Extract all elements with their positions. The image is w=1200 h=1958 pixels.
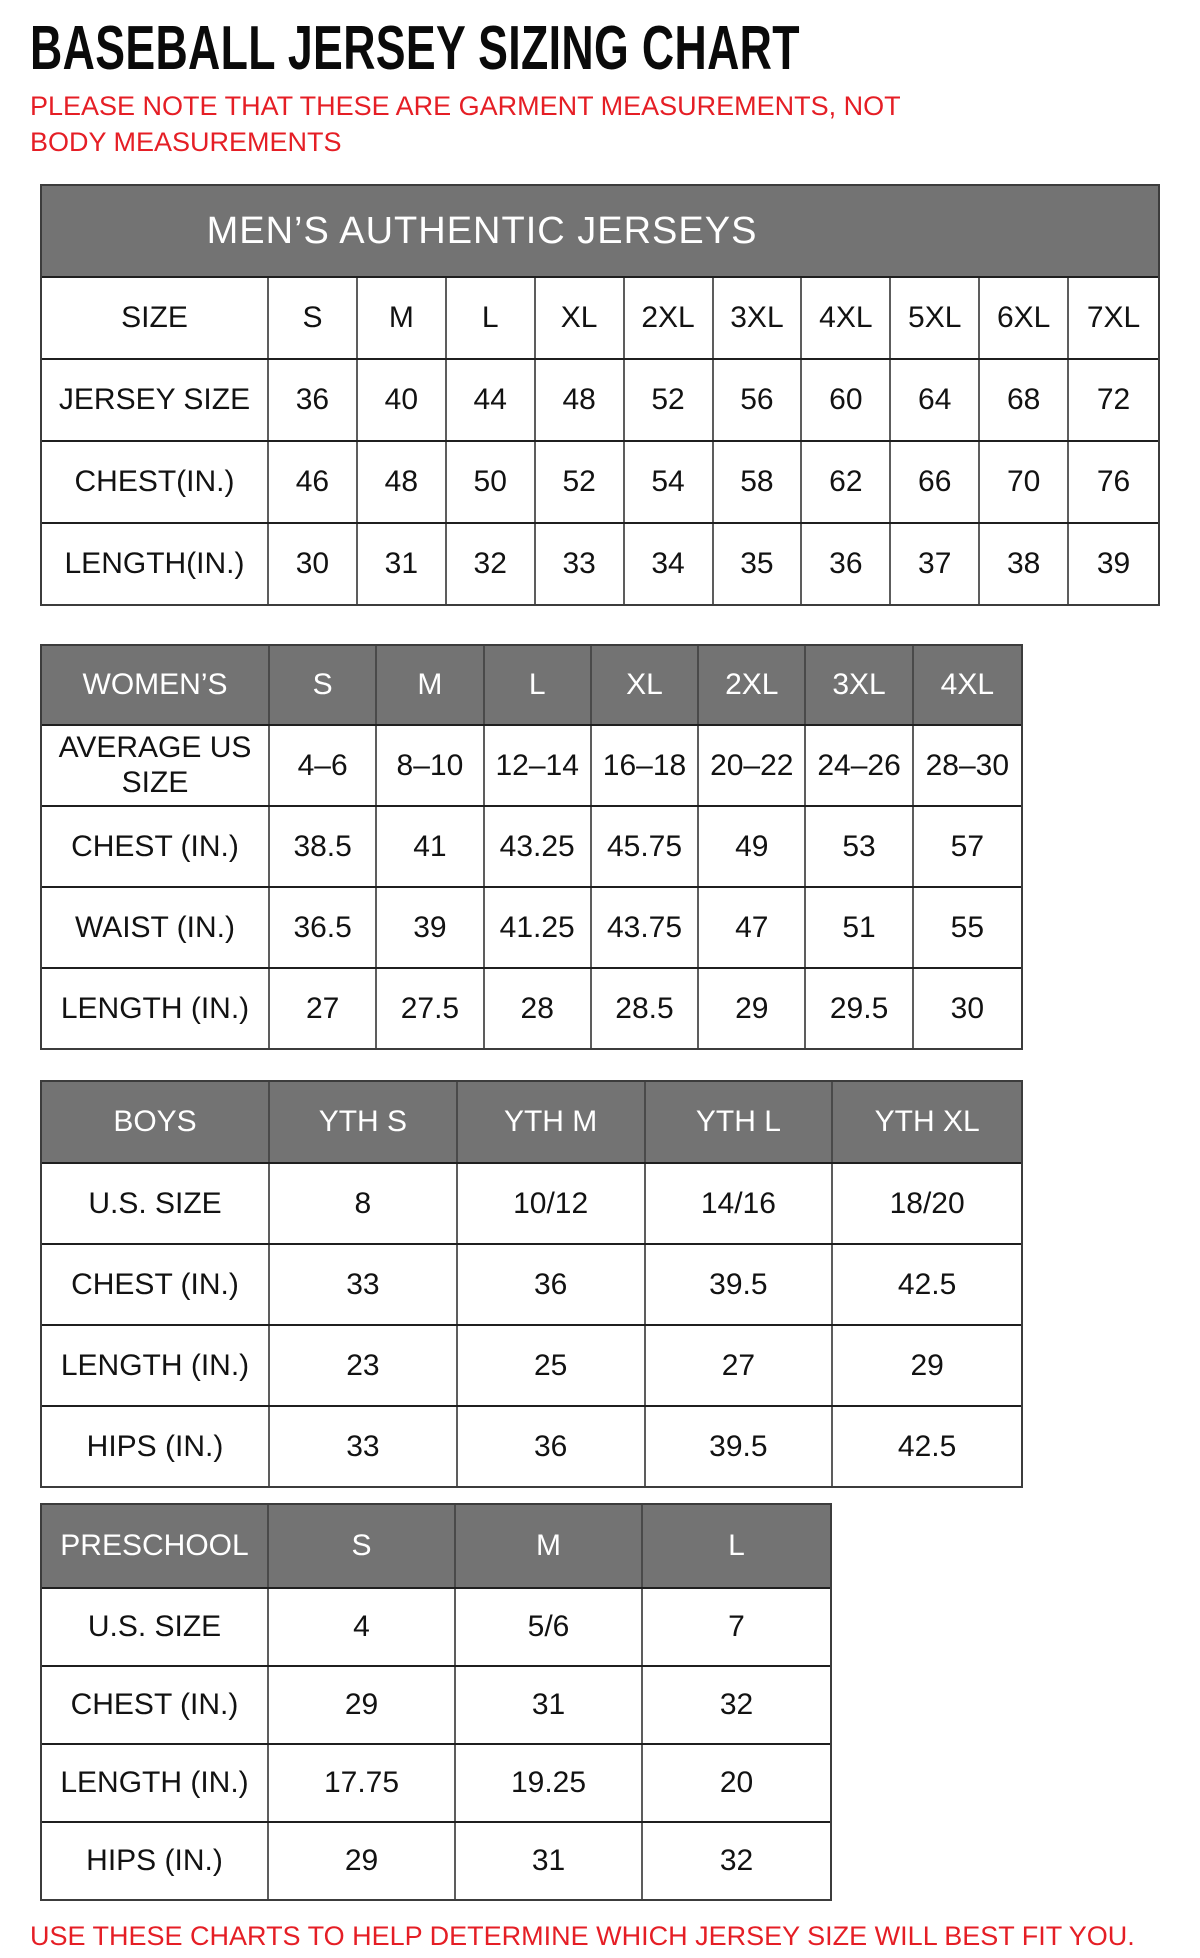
preschool-value-cell: 31: [456, 1823, 643, 1899]
mens-value-cell: 64: [891, 360, 980, 440]
boys-value-cell: 36: [458, 1245, 646, 1324]
boys-value-cell: 36: [458, 1407, 646, 1486]
boys-table-row: [42, 1405, 1021, 1486]
mens-value-cell: 58: [714, 442, 803, 522]
footer-note: USE THESE CHARTS TO HELP DETERMINE WHICH JERSEY SIZE WILL BEST FIT YOU.: [30, 1921, 1135, 1952]
womens-value-cell: 8–10: [377, 726, 484, 805]
boys-value-cell: 33: [270, 1245, 458, 1324]
boys-value-cell: 42.5: [897, 1429, 957, 1463]
garment-measurements-note: PLEASE NOTE THAT THESE ARE GARMENT MEASUREMENTS, NOT BODY MEASUREMENTS: [30, 91, 901, 157]
preschool-header-label: PRESCHOOL: [42, 1505, 269, 1587]
boys-value-cell: 29: [910, 1348, 944, 1382]
womens-value-cell: 28: [485, 969, 592, 1048]
preschool-column-header: M: [456, 1505, 643, 1587]
preschool-table-row: [42, 1665, 830, 1743]
womens-column-header: XL: [592, 646, 699, 724]
womens-value-cell: 12–14: [485, 726, 592, 805]
preschool-table-row: [42, 1821, 830, 1899]
preschool-value-cell: 20: [719, 1766, 754, 1800]
mens-value-cell: 39: [1096, 547, 1131, 581]
womens-value-cell: 16–18: [592, 726, 699, 805]
boys-row-label: CHEST (IN.): [42, 1245, 270, 1324]
mens-value-cell: 50: [447, 442, 536, 522]
boys-row-label: LENGTH (IN.): [42, 1326, 270, 1405]
mens-banner: MEN’S AUTHENTIC JERSEYS: [42, 186, 1158, 276]
mens-value-cell: 6XL: [980, 278, 1069, 358]
womens-value-cell: 24–26: [806, 726, 913, 805]
preschool-value-cell: 17.75: [269, 1745, 456, 1821]
preschool-value-cell: 32: [719, 1688, 754, 1722]
mens-value-cell: 60: [802, 360, 891, 440]
womens-column-header: 4XL: [914, 646, 1021, 724]
womens-table-row: [42, 886, 1021, 967]
page-title: BASEBALL JERSEY SIZING CHART: [30, 14, 800, 83]
womens-value-cell: 51: [806, 888, 913, 967]
mens-row-label: CHEST(IN.): [42, 442, 269, 522]
boys-row-label: HIPS (IN.): [42, 1407, 270, 1486]
boys-value-cell: 14/16: [646, 1164, 834, 1243]
mens-value-cell: S: [269, 278, 358, 358]
mens-value-cell: 68: [980, 360, 1069, 440]
mens-value-cell: 56: [714, 360, 803, 440]
preschool-value-cell: 5/6: [456, 1589, 643, 1665]
womens-value-cell: 28–30: [925, 748, 1010, 782]
preschool-value-cell: 19.25: [456, 1745, 643, 1821]
mens-value-cell: 48: [536, 360, 625, 440]
womens-value-cell: 36.5: [270, 888, 377, 967]
mens-row-label: LENGTH(IN.): [42, 524, 269, 604]
womens-header-row: [42, 646, 1021, 724]
mens-value-cell: 32: [447, 524, 536, 604]
boys-column-header: YTH L: [646, 1082, 834, 1162]
mens-row-label: SIZE: [42, 278, 269, 358]
womens-value-cell: 28.5: [592, 969, 699, 1048]
preschool-header-row: [42, 1505, 830, 1587]
preschool-value-cell: 32: [719, 1844, 754, 1878]
mens-value-cell: 4XL: [802, 278, 891, 358]
womens-value-cell: 53: [806, 807, 913, 886]
boys-value-cell: 25: [458, 1326, 646, 1405]
mens-value-cell: 36: [802, 524, 891, 604]
mens-value-cell: 40: [358, 360, 447, 440]
sizing-tables-container: [0, 184, 1200, 1901]
mens-table-row: [42, 358, 1158, 440]
mens-value-cell: 52: [536, 442, 625, 522]
mens-table-row: [42, 276, 1158, 358]
womens-value-cell: 38.5: [270, 807, 377, 886]
womens-sizing-table: [40, 644, 1023, 1050]
boys-sizing-table: [40, 1080, 1023, 1488]
mens-table-row: [42, 522, 1158, 604]
preschool-row-label: HIPS (IN.): [42, 1823, 269, 1899]
boys-header-label: BOYS: [42, 1082, 270, 1162]
womens-value-cell: 20–22: [699, 726, 806, 805]
preschool-table-row: [42, 1743, 830, 1821]
womens-value-cell: 55: [950, 910, 985, 944]
mens-value-cell: 5XL: [891, 278, 980, 358]
mens-value-cell: 35: [714, 524, 803, 604]
preschool-value-cell: 31: [456, 1667, 643, 1743]
womens-column-header: S: [270, 646, 377, 724]
boys-value-cell: 8: [270, 1164, 458, 1243]
womens-table-row: [42, 967, 1021, 1048]
mens-value-cell: 52: [625, 360, 714, 440]
womens-column-header: 2XL: [699, 646, 806, 724]
womens-value-cell: 27: [270, 969, 377, 1048]
womens-value-cell: 57: [950, 829, 985, 863]
womens-row-label: CHEST (IN.): [42, 807, 270, 886]
womens-column-header: L: [485, 646, 592, 724]
mens-value-cell: 72: [1096, 383, 1131, 417]
womens-value-cell: 43.25: [485, 807, 592, 886]
mens-value-cell: L: [447, 278, 536, 358]
womens-column-header: 3XL: [806, 646, 913, 724]
mens-value-cell: 36: [269, 360, 358, 440]
womens-value-cell: 41.25: [485, 888, 592, 967]
mens-value-cell: 62: [802, 442, 891, 522]
mens-value-cell: 46: [269, 442, 358, 522]
mens-value-cell: 48: [358, 442, 447, 522]
preschool-value-cell: 29: [269, 1823, 456, 1899]
preschool-value-cell: 7: [728, 1610, 745, 1644]
mens-table-row: [42, 440, 1158, 522]
womens-value-cell: 47: [699, 888, 806, 967]
boys-table-row: [42, 1324, 1021, 1405]
mens-value-cell: 70: [980, 442, 1069, 522]
womens-table-row: [42, 805, 1021, 886]
mens-value-cell: M: [358, 278, 447, 358]
womens-row-label: AVERAGE US SIZE: [42, 726, 270, 805]
womens-value-cell: 39: [377, 888, 484, 967]
boys-column-header: YTH M: [458, 1082, 646, 1162]
womens-value-cell: 41: [377, 807, 484, 886]
preschool-value-cell: 29: [269, 1667, 456, 1743]
womens-value-cell: 29.5: [806, 969, 913, 1048]
womens-value-cell: 30: [950, 991, 985, 1025]
mens-value-cell: 33: [536, 524, 625, 604]
preschool-column-header: S: [269, 1505, 456, 1587]
womens-row-label: LENGTH (IN.): [42, 969, 270, 1048]
boys-value-cell: 23: [270, 1326, 458, 1405]
mens-value-cell: 30: [269, 524, 358, 604]
womens-column-header: M: [377, 646, 484, 724]
mens-sizing-table: [40, 184, 1160, 606]
preschool-sizing-table: [40, 1503, 832, 1901]
mens-value-cell: 66: [891, 442, 980, 522]
mens-value-cell: 54: [625, 442, 714, 522]
womens-value-cell: 49: [699, 807, 806, 886]
mens-value-cell: 34: [625, 524, 714, 604]
boys-value-cell: 39.5: [646, 1245, 834, 1324]
boys-column-header: YTH S: [270, 1082, 458, 1162]
preschool-row-label: U.S. SIZE: [42, 1589, 269, 1665]
mens-value-cell: XL: [536, 278, 625, 358]
womens-row-label: WAIST (IN.): [42, 888, 270, 967]
preschool-row-label: CHEST (IN.): [42, 1667, 269, 1743]
womens-value-cell: 27.5: [377, 969, 484, 1048]
mens-value-cell: 2XL: [625, 278, 714, 358]
womens-value-cell: 29: [699, 969, 806, 1048]
mens-value-cell: 31: [358, 524, 447, 604]
mens-value-cell: 44: [447, 360, 536, 440]
boys-value-cell: 10/12: [458, 1164, 646, 1243]
womens-table-row: [42, 724, 1021, 805]
womens-value-cell: 43.75: [592, 888, 699, 967]
boys-table-row: [42, 1162, 1021, 1243]
boys-value-cell: 33: [270, 1407, 458, 1486]
boys-value-cell: 18/20: [889, 1186, 965, 1220]
womens-value-cell: 45.75: [592, 807, 699, 886]
womens-value-cell: 4–6: [270, 726, 377, 805]
boys-value-cell: 27: [646, 1326, 834, 1405]
mens-row-label: JERSEY SIZE: [42, 360, 269, 440]
mens-value-cell: 7XL: [1086, 301, 1141, 335]
preschool-row-label: LENGTH (IN.): [42, 1745, 269, 1821]
boys-table-row: [42, 1243, 1021, 1324]
mens-value-cell: 76: [1096, 465, 1131, 499]
preschool-value-cell: 4: [269, 1589, 456, 1665]
mens-value-cell: 38: [980, 524, 1069, 604]
boys-row-label: U.S. SIZE: [42, 1164, 270, 1243]
boys-column-header: YTH XL: [833, 1082, 1021, 1162]
boys-header-row: [42, 1082, 1021, 1162]
womens-header-label: WOMEN’S: [42, 646, 270, 724]
boys-value-cell: 39.5: [646, 1407, 834, 1486]
mens-value-cell: 37: [891, 524, 980, 604]
mens-value-cell: 3XL: [714, 278, 803, 358]
preschool-column-header: L: [643, 1505, 830, 1587]
boys-value-cell: 42.5: [897, 1267, 957, 1301]
preschool-table-row: [42, 1587, 830, 1665]
